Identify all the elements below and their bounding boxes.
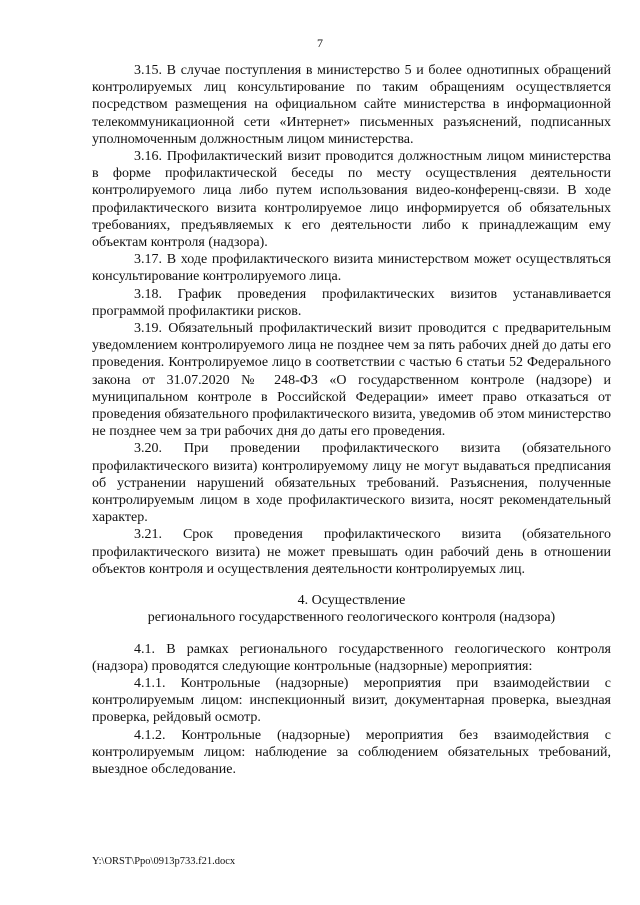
- section-heading-line2: регионального государственного геологического контроля (надзора): [147, 610, 556, 626]
- paragraph-3-21: 3.21. Срок проведения профилактического визита (обязательного профилактического визита) не может превышать один рабочий день в отношении объектов контроля и осуществления деятельности контролируемых лиц.: [92, 527, 611, 577]
- paragraph-4-1: 4.1. В рамках регионального государственного геологического контроля (надзора) проводятся следующие контрольные (надзорные) мероприятия:: [92, 641, 611, 674]
- paragraph-3-20: 3.20. При проведении профилактического визита (обязательного профилактического визита) контролируемому лицу не могут выдаваться предписания об устранении нарушений обязательных требований. Разъяснения, полученные контролируемым лицом в ходе профилактического визита, носят рекомендательный характер.: [92, 441, 611, 526]
- paragraph-3-18: 3.18. График проведения профилактических визитов устанавливается программой профилактики рисков.: [92, 286, 611, 319]
- section-heading-line1: 4. Осуществление: [297, 593, 406, 609]
- footer-file-path: Y:\ORST\Ppo\0913p733.f21.docx: [92, 856, 236, 867]
- paragraph-4-1-2: 4.1.2. Контрольные (надзорные) мероприятия без взаимодействия с контролируемым лицом: наблюдение за соблюдением обязательных требований, выездное обследование.: [92, 727, 611, 777]
- paragraph-4-1-1: 4.1.1. Контрольные (надзорные) мероприятия при взаимодействии с контролируемым лицом: инспекционный визит, документарная проверка, выездная проверка, рейдовый осмотр.: [92, 675, 611, 726]
- document-body: [92, 62, 611, 778]
- paragraph-3-15: 3.15. В случае поступления в министерство 5 и более однотипных обращений контролируемых лиц консультирование по таким обращениям осуществляется посредством размещения на официальном сайте министерства в информационной телекоммуникационной сети «Интернет» письменных разъяснений, подписанных уполномоченным должностным лицом министерства.: [92, 63, 611, 147]
- paragraph-3-17: 3.17. В ходе профилактического визита министерством может осуществляться консультирование контролируемого лица.: [92, 252, 611, 285]
- page-number: 7: [317, 36, 323, 50]
- paragraph-3-16: 3.16. Профилактический визит проводится должностным лицом министерства в форме профилактической беседы по месту осуществления деятельности контролируемого лица либо путем использования видео-конференц-связи. В ходе профилактического визита контролируемое лицо информируется об обязательных требованиях, предъявляемых к его деятельности либо к принадлежащим ему объектам контроля (надзора).: [92, 149, 611, 251]
- paragraph-3-19: 3.19. Обязательный профилактический визит проводится с предварительным уведомлением контролируемого лица не позднее чем за пять рабочих дней до даты его проведения. Контролируемое лицо в соответствии с частью 6 статьи 52 Федерального закона от 31.07.2020 № 248-ФЗ «О государственном контроле (надзоре) и муниципальном контроле в Российской Федерации» имеет право отказаться от проведения обязательного профилактического визита, уведомив об этом министерство не позднее чем за три рабочих дня до даты его проведения.: [92, 321, 611, 440]
- section-heading: [92, 592, 611, 626]
